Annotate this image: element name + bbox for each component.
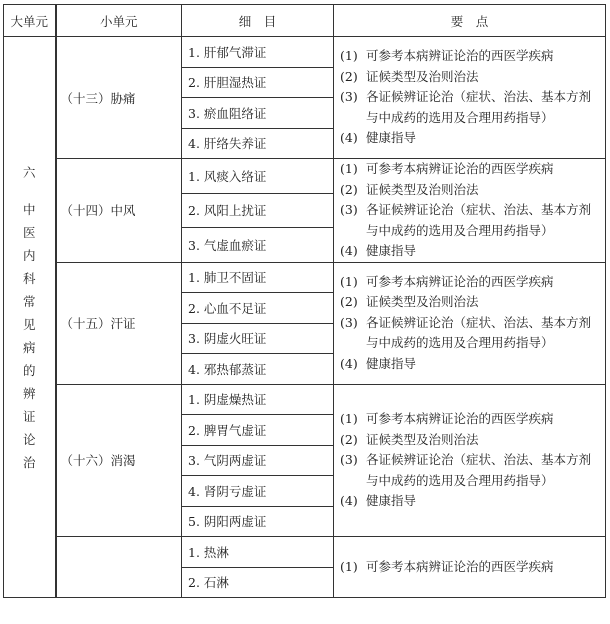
point-text: 证候类型及治则治法 bbox=[366, 68, 479, 84]
big-unit-char: 六 bbox=[22, 164, 36, 180]
point-number: (3) bbox=[340, 89, 358, 105]
point-number: (4) bbox=[340, 355, 358, 371]
point-number: (1) bbox=[340, 273, 358, 289]
point-text: 各证候辨证论治（症状、治法、基本方剂与中成药的选用及合理用药指导） bbox=[366, 89, 592, 125]
header-points: 要 点 bbox=[334, 5, 606, 37]
sub-unit-cell: （十六）消渴 bbox=[56, 384, 182, 537]
point-number: (2) bbox=[340, 294, 358, 310]
point-line bbox=[340, 292, 601, 313]
big-unit-char bbox=[4, 184, 55, 198]
big-unit-char: 治 bbox=[22, 454, 36, 470]
big-unit-char: 论 bbox=[22, 431, 36, 447]
point-line bbox=[340, 354, 601, 375]
point-line bbox=[340, 180, 601, 201]
big-unit-char: 科 bbox=[22, 270, 36, 286]
point-number: (4) bbox=[340, 130, 358, 146]
point-line bbox=[340, 557, 601, 578]
points-cell bbox=[334, 37, 606, 159]
point-text: 可参考本病辨证论治的西医学疾病 bbox=[366, 411, 554, 426]
point-number: (1) bbox=[340, 411, 358, 426]
point-text: 各证候辨证论治（症状、治法、基本方剂与中成药的选用及合理用药指导） bbox=[366, 452, 592, 488]
header-row bbox=[4, 5, 606, 37]
big-unit-char: 医 bbox=[22, 224, 36, 240]
table-row bbox=[4, 384, 606, 415]
point-text: 健康指导 bbox=[366, 355, 417, 371]
big-unit-char: 中 bbox=[22, 201, 36, 217]
sub-unit-cell bbox=[56, 537, 182, 598]
item-cell: 2. 心血不足证 bbox=[182, 293, 334, 324]
big-unit-char: 病 bbox=[22, 339, 36, 355]
item-cell: 3. 阴虚火旺证 bbox=[182, 323, 334, 354]
point-line bbox=[340, 67, 601, 88]
sub-unit-cell: （十五）汗证 bbox=[56, 262, 182, 384]
table-row bbox=[4, 159, 606, 194]
point-number: (4) bbox=[340, 493, 358, 508]
points-cell bbox=[334, 159, 606, 263]
point-text: 各证候辨证论治（症状、治法、基本方剂与中成药的选用及合理用药指导） bbox=[366, 314, 592, 351]
item-cell: 1. 肝郁气滞证 bbox=[182, 37, 334, 68]
points-cell bbox=[334, 537, 606, 598]
point-line bbox=[340, 200, 601, 241]
item-cell: 2. 脾胃气虚证 bbox=[182, 415, 334, 446]
item-cell: 3. 瘀血阻络证 bbox=[182, 98, 334, 129]
item-cell: 1. 阴虚燥热证 bbox=[182, 384, 334, 415]
big-unit-char: 见 bbox=[22, 316, 36, 332]
table-row bbox=[4, 537, 606, 568]
point-number: (3) bbox=[340, 452, 358, 467]
point-line bbox=[340, 87, 601, 128]
point-line bbox=[340, 313, 601, 354]
big-unit-char: 的 bbox=[22, 362, 36, 378]
point-text: 健康指导 bbox=[366, 130, 417, 146]
point-line bbox=[340, 409, 601, 430]
sub-unit-cell: （十三）胁痛 bbox=[56, 37, 182, 159]
point-number: (1) bbox=[340, 558, 358, 574]
syllabus-table bbox=[3, 4, 606, 598]
header-big-unit: 大单元 bbox=[4, 5, 56, 37]
point-text: 可参考本病辨证论治的西医学疾病 bbox=[366, 558, 554, 574]
point-text: 证候类型及治则治法 bbox=[366, 294, 479, 310]
big-unit-char: 内 bbox=[22, 247, 36, 263]
item-cell: 1. 热淋 bbox=[182, 537, 334, 568]
item-cell: 2. 石淋 bbox=[182, 567, 334, 598]
point-number: (2) bbox=[340, 431, 358, 447]
table-row bbox=[4, 262, 606, 293]
point-number: (2) bbox=[340, 68, 358, 84]
item-cell: 5. 阴阳两虚证 bbox=[182, 506, 334, 537]
point-text: 证候类型及治则治法 bbox=[366, 181, 479, 197]
item-cell: 2. 风阳上扰证 bbox=[182, 193, 334, 228]
point-text: 可参考本病辨证论治的西医学疾病 bbox=[366, 48, 554, 64]
item-cell: 4. 肾阴亏虚证 bbox=[182, 476, 334, 507]
point-line bbox=[340, 128, 601, 149]
point-line bbox=[340, 491, 601, 512]
point-line bbox=[340, 46, 601, 67]
point-number: (3) bbox=[340, 314, 358, 330]
points-cell bbox=[334, 262, 606, 384]
point-line bbox=[340, 272, 601, 293]
point-line bbox=[340, 241, 601, 262]
item-cell: 1. 风痰入络证 bbox=[182, 159, 334, 194]
point-text: 健康指导 bbox=[366, 243, 417, 258]
big-unit-char: 常 bbox=[22, 293, 36, 309]
item-cell: 1. 肺卫不固证 bbox=[182, 262, 334, 293]
sub-unit-cell: （十四）中风 bbox=[56, 159, 182, 263]
point-text: 可参考本病辨证论治的西医学疾病 bbox=[366, 273, 554, 289]
point-number: (1) bbox=[340, 48, 358, 64]
item-cell: 4. 邪热郁蒸证 bbox=[182, 354, 334, 385]
point-number: (4) bbox=[340, 243, 358, 258]
point-number: (2) bbox=[340, 181, 358, 197]
point-text: 证候类型及治则治法 bbox=[366, 431, 479, 447]
point-line bbox=[340, 430, 601, 451]
point-line bbox=[340, 450, 601, 491]
point-number: (3) bbox=[340, 202, 358, 217]
point-text: 各证候辨证论治（症状、治法、基本方剂与中成药的选用及合理用药指导） bbox=[366, 202, 592, 238]
big-unit-cell bbox=[4, 37, 56, 598]
big-unit-char: 辨 bbox=[22, 385, 36, 401]
item-cell: 3. 气阴两虚证 bbox=[182, 445, 334, 476]
item-cell: 3. 气虚血瘀证 bbox=[182, 228, 334, 263]
item-cell: 2. 肝胆湿热证 bbox=[182, 67, 334, 98]
big-unit-char: 证 bbox=[22, 408, 36, 424]
table-row bbox=[4, 37, 606, 68]
header-sub-unit: 小单元 bbox=[56, 5, 182, 37]
point-line bbox=[340, 159, 601, 180]
item-cell: 4. 肝络失养证 bbox=[182, 128, 334, 159]
header-items: 细 目 bbox=[182, 5, 334, 37]
point-text: 健康指导 bbox=[366, 493, 417, 508]
point-text: 可参考本病辨证论治的西医学疾病 bbox=[366, 161, 554, 176]
point-number: (1) bbox=[340, 161, 358, 176]
points-cell bbox=[334, 384, 606, 537]
